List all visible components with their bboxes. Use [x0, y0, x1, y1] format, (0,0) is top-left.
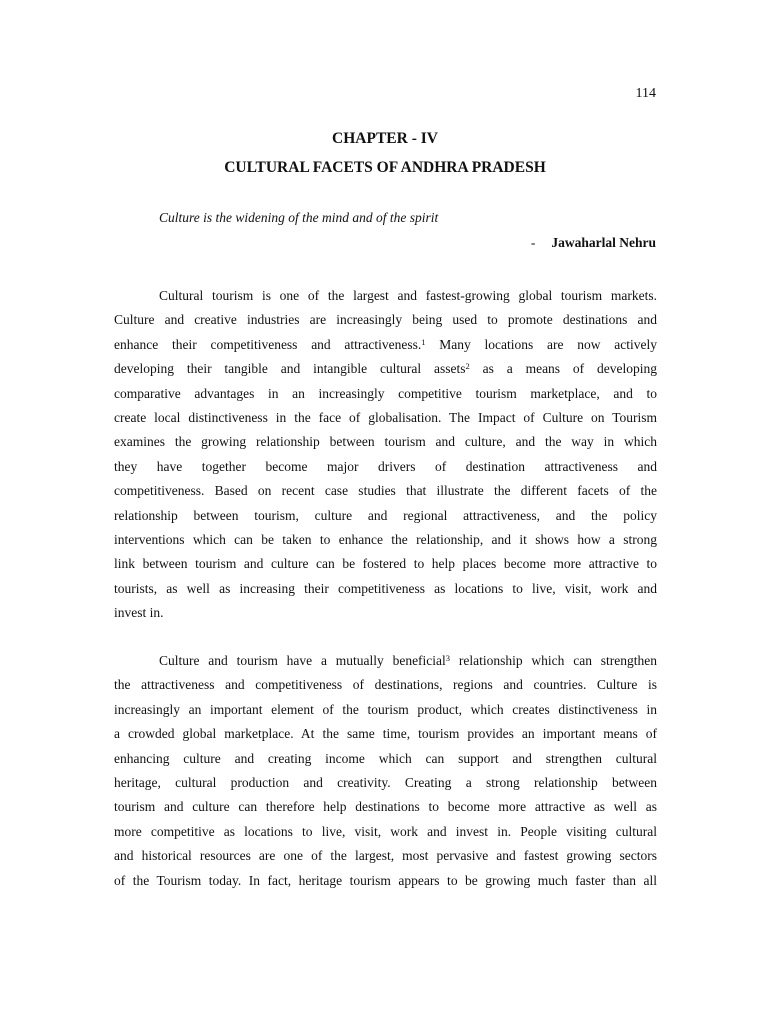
line-text: Culture and tourism have a mutually beneficial [159, 653, 446, 668]
paragraph-line: heritage, cultural production and creativity. Creating a strong relationship between [114, 775, 657, 791]
paragraph-line [114, 357, 657, 381]
paragraph-line: create local distinctiveness in the face of globalisation. The Impact of Culture on Tourism [114, 410, 657, 426]
paragraph-line [114, 649, 657, 673]
body-paragraph-1 [114, 284, 657, 626]
paragraph-line: competitiveness. Based on recent case studies that illustrate the different facets of the [114, 483, 657, 499]
paragraph-line [114, 333, 657, 357]
paragraph-line: they have together become major drivers of destination attractiveness and [114, 458, 657, 474]
line-text: enhance their competitiveness and attractiveness. [114, 336, 422, 352]
footnote-ref-1[interactable]: 1 [421, 336, 426, 347]
paragraph-line: and historical resources are one of the largest, most pervasive and fastest growing sectors [114, 848, 657, 864]
paragraph-line: the attractiveness and competitiveness of destinations, regions and countries. Culture is [114, 677, 657, 693]
epigraph-attribution [531, 235, 656, 251]
line-text: Many locations are now actively [425, 336, 657, 352]
attribution-dash: - [530, 235, 536, 250]
paragraph-line: tourism and culture can therefore help destinations to become more attractive as well as [114, 799, 657, 815]
paragraph-line: relationship between tourism, culture and regional attractiveness, and the policy [114, 507, 657, 523]
paragraph-line: more competitive as locations to live, visit, work and invest in. People visiting cultural [114, 823, 657, 839]
paragraph-line: increasingly an important element of the tourism product, which creates distinctiveness in [114, 701, 657, 717]
paragraph-line: examines the growing relationship between tourism and culture, and the way in which [114, 434, 657, 450]
chapter-heading: CHAPTER - IV [332, 130, 438, 147]
line-text: relationship which can strengthen [450, 653, 657, 668]
line-text: developing their tangible and intangible cultural assets [114, 361, 466, 377]
footnote-ref-3[interactable]: 3 [445, 653, 451, 663]
page-number: 114 [635, 86, 656, 101]
paragraph-line: interventions which can be taken to enhance the relationship, and it shows how a strong [114, 532, 657, 548]
paragraph-line: Cultural tourism is one of the largest and fastest-growing global tourism markets. [159, 288, 657, 303]
chapter-title: CULTURAL FACETS OF ANDHRA PRADESH [224, 159, 546, 176]
epigraph-quote: Culture is the widening of the mind and of the spirit [159, 210, 439, 225]
paragraph-line: Culture and creative industries are increasingly being used to promote destinations and [114, 312, 657, 328]
paragraph-line: a crowded global marketplace. At the same time, tourism provides an important means of [114, 726, 657, 742]
attribution-author: Jawaharlal Nehru [551, 235, 656, 250]
paragraph-line: tourists, as well as increasing their competitiveness as locations to live, visit, work and [114, 580, 657, 596]
paragraph-line: invest in. [114, 605, 164, 621]
paragraph-line: of the Tourism today. In fact, heritage tourism appears to be growing much faster than all [114, 872, 657, 888]
footnote-ref-2[interactable]: 2 [465, 361, 470, 372]
paragraph-line: link between tourism and culture can be fostered to help places become more attractive to [114, 556, 657, 572]
paragraph-line: enhancing culture and creating income which can support and strengthen cultural [114, 750, 657, 766]
paragraph-line: comparative advantages in an increasingly competitive tourism marketplace, and to [114, 385, 657, 401]
body-paragraph-2 [114, 649, 657, 893]
line-text: as a means of developing [469, 361, 657, 377]
